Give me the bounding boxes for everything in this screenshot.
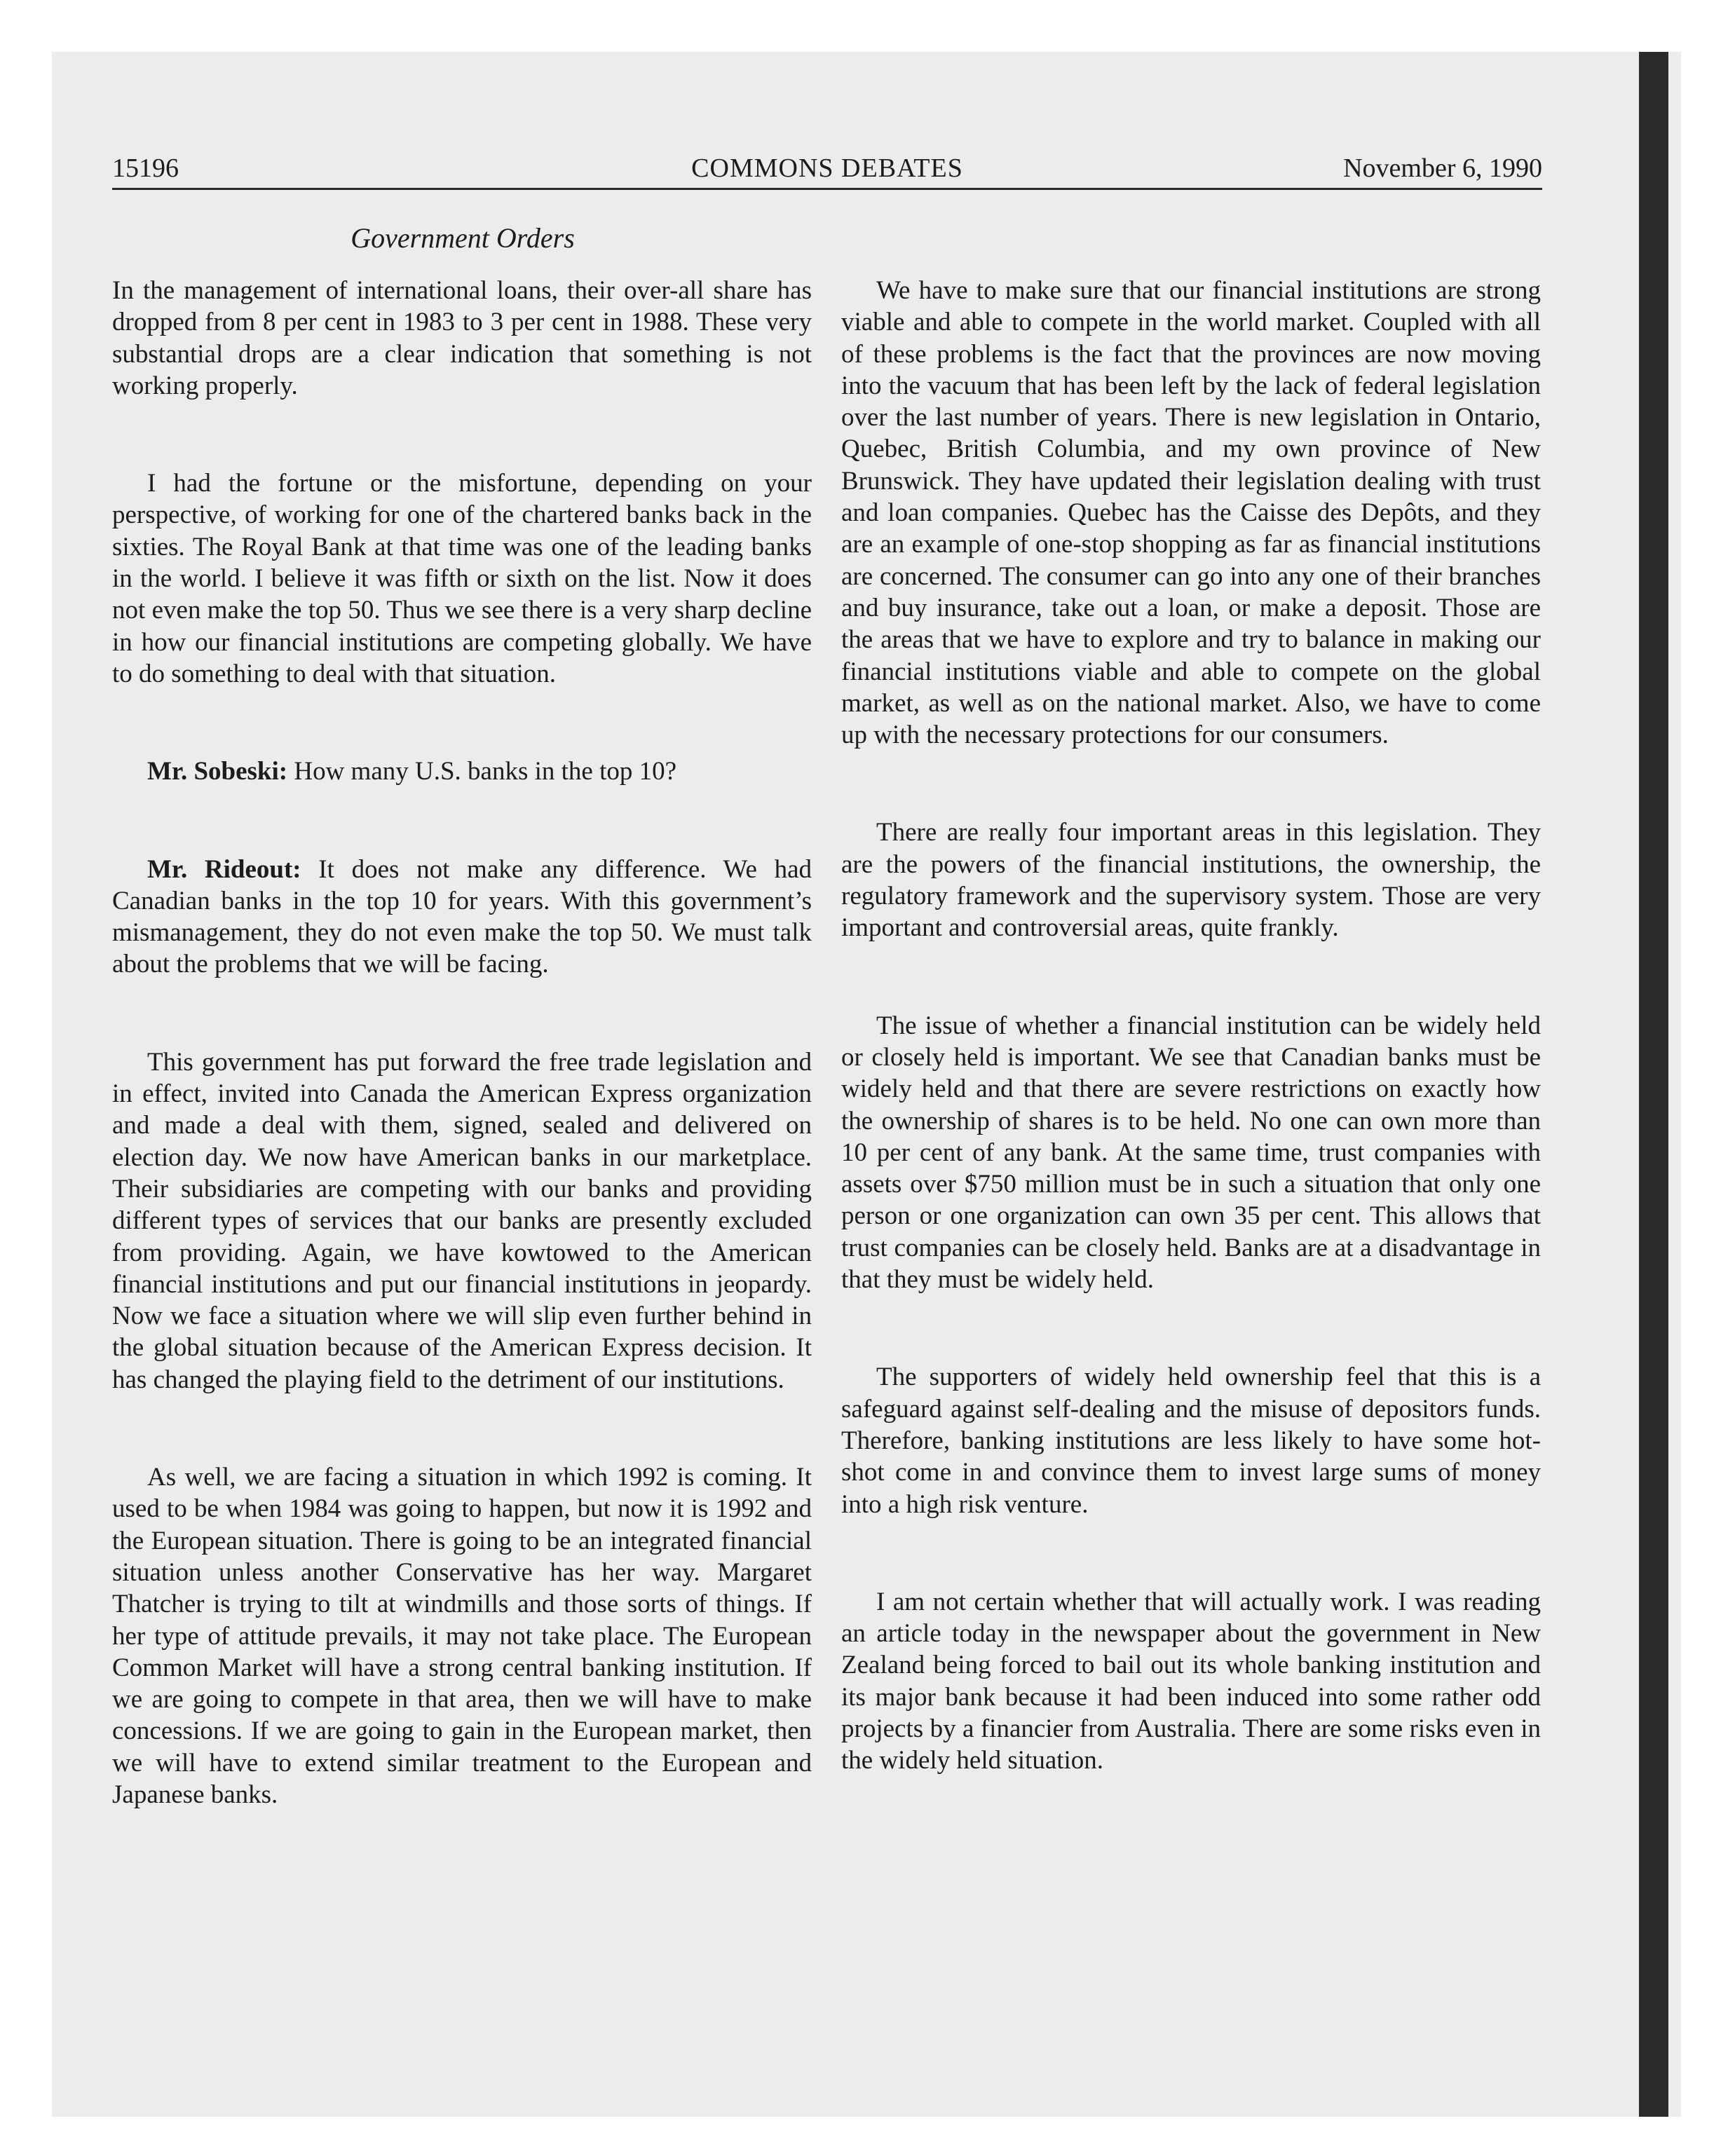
paragraph: I had the fortune or the misfortune, depending on your perspective, of working for one of the chartered banks back in the sixties. The Royal Bank at that time was one of the leading banks in the world. I believe it was fifth or sixth on the list. Now it does not even make the top 50. Thus we see there is a very sharp decline in how our financial institutions are competing globally. We have to do something to deal with that situation. <box>112 469 812 688</box>
paragraph: This government has put forward the free trade legislation and in effect, invited into Canada the American Express organization and made a deal with them, signed, sealed and delivered on election day. We now have American banks in our marketplace. Their subsidiaries are competing with our banks and providing different types of services that our banks are presently excluded from providing. Again, we have kowtowed to the American financial institutions and put our financial institutions in jeopardy. Now we face a situation where we will slip even further behind in the global situation because of the American Express decision. It has changed the playing field to the detriment of our institutions. <box>112 1047 812 1394</box>
paragraph: As well, we are facing a situation in which 1992 is coming. It used to be when 1984 was going to happen, but now it is 1992 and the European situation. There is going to be an integrated financial situation unless another Conservative has her way. Margaret Thatcher is trying to tilt at windmills and those sorts of things. If her type of attitude prevails, it may not take place. The European Common Market will have a strong central banking institution. If we are going to compete in that area, then we will have to make concessions. If we are going to gain in the European market, then we will have to extend similar treatment to the European and Japanese banks. <box>112 1463 812 1809</box>
speaker-paragraph: Mr. Sobeski: How many U.S. banks in the top 10? <box>147 757 677 786</box>
issue-date: November 6, 1990 <box>1343 153 1542 183</box>
scan-edge-bar <box>1639 52 1668 2117</box>
paragraph: The supporters of widely held ownership feel that this is a safeguard against self-dealing and the misuse of depositors funds. Therefore, banking institutions are less likely to have some hot-shot come in and convince them to invest large sums of money into a high risk venture. <box>841 1363 1541 1519</box>
page-number: 15196 <box>112 153 179 183</box>
speaker-name: Mr. Rideout: <box>147 854 301 884</box>
paragraph: I am not certain whether that will actually work. I was reading an article today in the newspaper about the government in New Zealand being forced to bail out its whole banking institution and its major bank because it had been induced into some rather odd projects by a financier from Australia. There are some risks even in the widely held situation. <box>841 1587 1541 1775</box>
paragraph: We have to make sure that our financial institutions are strong viable and able to compete in the world market. Coupled with all of these problems is the fact that the provinces are now moving into the vacuum that has been left by the lack of federal legislation over the last number of years. There is new legislation in Ontario, Quebec, British Columbia, and my own province of New Brunswick. They have updated their legislation dealing with trust and loan companies. Quebec has the Caisse des Depôts, and they are an example of one-stop shopping as far as financial institutions are concerned. The consumer can go into any one of their branches and buy insurance, take out a loan, or make a deposit. Those are the areas that we have to explore and try to balance in making our financial institutions viable and able to compete on the global market, as well as on the national market. Also, we have to come up with the necessary protections for our consumers. <box>841 276 1541 750</box>
journal-title: COMMONS DEBATES <box>691 153 963 183</box>
header-rule <box>112 188 1542 190</box>
paragraph: The issue of whether a financial institution can be widely held or closely held is important. We see that Canadian banks must be widely held and that there are severe restrictions on exactly how the ownership of shares is to be held. No one can own more than 10 per cent of any bank. At the same time, trust companies with assets over $750 million must be in such a situation that only one person or one organization can own 35 per cent. This allows that trust companies can be closely held. Banks are at a disadvantage in that they must be widely held. <box>841 1011 1541 1295</box>
page-header <box>112 149 1542 188</box>
paragraph: There are really four important areas in this legislation. They are the powers of the financial institutions, the ownership, the regulatory framework and the supervisory system. Those are very important and controversial areas, quite frankly. <box>841 818 1541 943</box>
right-column <box>841 275 1541 1843</box>
section-title: Government Orders <box>351 222 575 254</box>
speaker-paragraph: Mr. Rideout: It does not make any difference. We had Canadian banks in the top 10 for years. With this government’s mismanagement, they do not even make the top 50. We must talk about the problems that we will be facing. <box>112 854 812 979</box>
speaker-name: Mr. Sobeski: <box>147 757 288 786</box>
paragraph: In the management of international loans, their over-all share has dropped from 8 per cent in 1983 to 3 per cent in 1988. These very substantial drops are a clear indication that something is not working properly. <box>112 276 812 400</box>
left-column <box>112 275 812 1876</box>
